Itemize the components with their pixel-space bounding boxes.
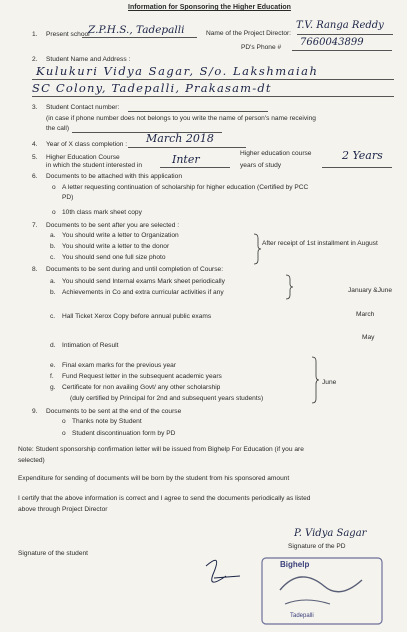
documents-end-item-2: Student discontinuation form by PD (72, 430, 176, 437)
student-signature-label: Signature of the student (18, 550, 89, 557)
list-letter: a. (50, 232, 56, 239)
certify-text-2: above through Project Director (18, 506, 108, 513)
project-director-name: T.V. Ranga Reddy (296, 20, 384, 31)
documents-attached-item-2: 10th class mark sheet copy (62, 209, 142, 216)
documents-during-item-7: Certificate for non availing Govt/ any other scholarship (62, 384, 221, 391)
documents-end-label: Documents to be sent at the end of the course (46, 408, 182, 415)
list-letter: c. (50, 254, 56, 261)
list-bullet: o (52, 184, 56, 191)
stamp-title: Bighelp (280, 560, 310, 569)
higher-course-value: Inter (172, 153, 200, 166)
contact-note-2: the call) (46, 125, 70, 132)
documents-selected-item-2: You should write a letter to the donor (62, 243, 170, 250)
years-value: 2 Years (342, 149, 383, 162)
completion-label: Year of X class completion : (46, 141, 128, 148)
pd-phone-label: PD's Phone # (241, 44, 282, 51)
item-number-8: 8. (32, 266, 38, 273)
documents-during-item-5: Final exam marks for the previous year (62, 362, 176, 369)
higher-course-label: Higher Education Course (46, 154, 120, 161)
contact-label: Student Contact number: (46, 104, 120, 111)
student-signature: P. Vidya Sagar (294, 528, 367, 539)
pd-signature-scribble (206, 560, 240, 582)
item-number-6: 6. (32, 173, 38, 180)
list-letter: c. (50, 313, 56, 320)
list-letter: a. (50, 278, 56, 285)
item-number-3: 3. (32, 104, 38, 111)
item-number-9: 9. (32, 408, 38, 415)
higher-course-label-2: in which the student interested in (46, 162, 143, 169)
list-letter: f. (50, 373, 54, 380)
item-number-2: 2. (32, 56, 38, 63)
project-director-label: Name of the Project Director: (206, 30, 292, 37)
documents-attached-label: Documents to be attached with this application (46, 173, 182, 180)
student-name-line: Kulukuri Vidya Sagar, S/o. Lakshmaiah (36, 64, 319, 78)
list-bullet: o (62, 430, 66, 437)
month-march: March (356, 311, 375, 318)
bracket-during-1 (286, 275, 293, 299)
pd-phone-value: 7660043899 (300, 37, 364, 48)
documents-during-item-3: Hall Ticket Xerox Copy before annual public exams (62, 313, 212, 320)
documents-selected-item-1: You should write a letter to Organization (62, 232, 179, 239)
month-may: May (362, 334, 375, 341)
documents-during-item-6: Fund Request letter in the subsequent academic years (62, 373, 222, 380)
form-title: Information for Sponsoring the Higher Education (128, 4, 291, 11)
item-number-4: 4. (32, 141, 38, 148)
documents-during-item-2: Achievements in Co and extra curricular activities if any (62, 289, 224, 296)
documents-selected-label: Documents to be sent after you are selected : (46, 222, 180, 229)
list-bullet: o (52, 209, 56, 216)
list-letter: d. (50, 342, 56, 349)
month-june: June (322, 379, 337, 386)
years-label-1: Higher education course (240, 150, 312, 157)
school-label: Present school (46, 31, 90, 38)
pd-signature-label: Signature of the PD (288, 543, 346, 550)
list-letter: e. (50, 362, 56, 369)
list-bullet: o (62, 418, 66, 425)
note-text-1: Note: Student sponsorship confirmation letter will be issued from Bighelp For Education (if you are (18, 446, 304, 453)
list-letter: b. (50, 289, 56, 296)
documents-during-item-1: You should send Internal exams Mark sheet periodically (62, 278, 225, 285)
completion-value: March 2018 (146, 132, 214, 145)
item-number-7: 7. (32, 222, 38, 229)
student-label: Student Name and Address : (46, 56, 131, 63)
bracket-during-2 (312, 357, 319, 403)
list-letter: g. (50, 384, 56, 391)
bracket-selected (254, 234, 261, 264)
student-address-line: SC Colony, Tadepalli, Prakasam-dt (32, 81, 272, 95)
documents-end-item-1: Thanks note by Student (72, 418, 142, 425)
documents-selected-item-3: You should send one full size photo (62, 254, 166, 261)
month-january-june: January &June (348, 287, 392, 294)
documents-attached-item-1: A letter requesting continuation of scholarship for higher education (Certified by PCC (62, 184, 309, 191)
documents-attached-item-1b: PD) (62, 194, 74, 201)
school-value: Z.P.H.S., Tadepalli (88, 24, 185, 36)
years-label-2: years of study (240, 162, 282, 169)
documents-during-item-7b: (duly certified by Principal for 2nd and subsequent years students) (70, 395, 264, 402)
item-number-1: 1. (32, 31, 38, 38)
installment-note: After receipt of 1st installment in August (262, 240, 378, 247)
documents-during-item-4: Intimation of Result (62, 342, 119, 349)
documents-during-label: Documents to be sent during and until completion of Course: (46, 266, 224, 273)
expenditure-text: Expenditure for sending of documents will be born by the student from his sponsored amount (18, 475, 290, 482)
item-number-5: 5. (32, 154, 38, 161)
contact-note-1: (in case if phone number does not belongs to you write the name of person's name receiving (46, 115, 316, 122)
list-letter: b. (50, 243, 56, 250)
stamp-subtitle: Tadepalli (290, 613, 314, 619)
note-text-2: selected) (18, 457, 45, 464)
certify-text-1: I certify that the above information is correct and I agree to send the documents periodically as listed (18, 495, 311, 502)
